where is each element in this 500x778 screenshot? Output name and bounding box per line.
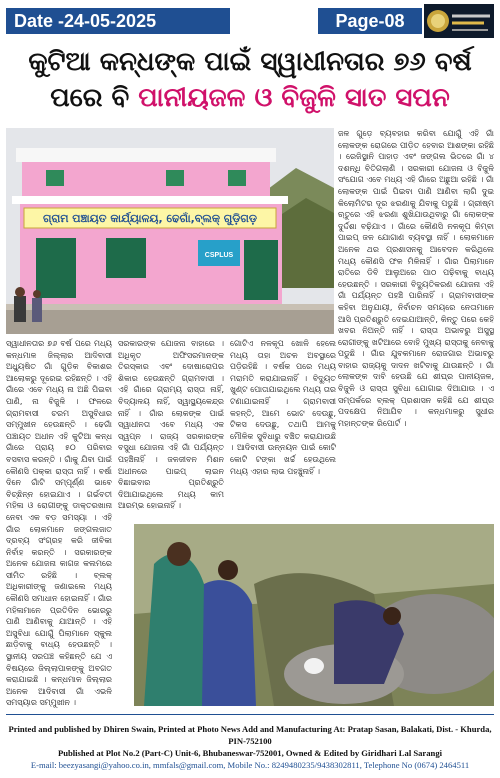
headline-line-2-highlight: ପାନୀୟଜଳ ଓ ବିଜୁଳି ସାତ ସପନ — [138, 83, 450, 113]
headline — [10, 44, 490, 116]
csp-sign-text: CSPLUS — [204, 252, 234, 259]
article-right-column: ଜଳ ଗୁଡ଼େ ବ୍ୟବହାର କରିବା ଯୋଗୁଁ ଏହି ଗାଁ ଲୋକଙ୍କ ରୋଗରେ ପୀଡ଼ିତ ହେବାର ଆଶଙ୍କା ରହିଛି । ରେଜିସ୍ଥାନି ପାହାଡ଼ ଏବଂ ଜଙ୍ଗଲ ଭିତରେ ଗାଁ ୪ ଦଶନ୍ଧି ବିତିଗଲାଣି । ସରକାରୀ ଯୋଜନା ଓ ବିଜୁଳି ସଂଯୋଗ ଏବେ ମଧ୍ୟ ଏହି ଗାଁରେ ଅଛୁଆ ରହିଛି । ଗାଁ ଲୋକଙ୍କ ପାଇଁ ପିଇବା ପାଣି ଆଣିବା ଲାଗି ଦୁଇ କିଲୋମିଟର ଦୂର ଝରଣାକୁ ଯିବାକୁ ପଡୁଛି । ଗ୍ରୀଷ୍ମ ଋତୁରେ ଏହି ଝରଣା ଶୁଖିଯାଉଥିବାରୁ ଗାଁ ଲୋକଙ୍କ ଦୁର୍ଦ୍ଦଶା ବଢ଼ିଯାଏ । ଗାଁରେ କୌଣସି ନଳକୂପ କିମ୍ବା ପାଇପ୍ ଜଳ ଯୋଗାଣ ବ୍ୟବସ୍ଥା ନାହିଁ । ଲୋକମାନେ ଅନେକ ଥର ପ୍ରଶାସନକୁ ଆବେଦନ କରିଥିଲେ ମଧ୍ୟ କୌଣସି ଫଳ ମିଳିନାହିଁ । ଗାଁର ପିଲାମାନେ ରାତିରେ ଡିବି ଆଲୁଅରେ ପାଠ ପଢ଼ିବାକୁ ବାଧ୍ୟ ହେଉଛନ୍ତି । ସରକାରୀ ବିଦ୍ୟୁତିକରଣ ଯୋଜନା ଏହି ଗାଁ ପର୍ଯ୍ୟନ୍ତ ପହଞ୍ଚି ପାରିନାହିଁ । ଗ୍ରାମବାସୀଙ୍କ କହିବା ଅନୁଯାୟୀ, ନିର୍ବାଚନ ସମୟରେ ନେତାମାନେ ଆସି ପ୍ରତିଶ୍ରୁତି ଦେଇଯାଆନ୍ତି, କିନ୍ତୁ ପରେ କେହି ଖବର ନିଅନ୍ତି ନାହିଁ । ରାସ୍ତା ଅଭାବରୁ ଅସୁସ୍ଥ ରୋଗୀଙ୍କୁ ଖଟିଆରେ ବୋହି ମୁଖ୍ୟ ରାସ୍ତାକୁ ନେବାକୁ ପଡୁଛି । ଗାଁର ଯୁବକମାନେ ରୋଜଗାର ଅଭାବରୁ ବାହାର ରାଜ୍ୟକୁ ଦାଦନ ଖଟିବାକୁ ଯାଉଛନ୍ତି । ଗାଁ ଲୋକଙ୍କ ଦାବି ହେଉଛି ଯେ ଶୀଘ୍ର ପାନୀୟଜଳ, ବିଜୁଳି ଓ ରାସ୍ତା ସୁବିଧା ଯୋଗାଇ ଦିଆଯାଉ । ଏ ସମ୍ପର୍କରେ ବ୍ଲକ୍ ପ୍ରଶାସନ କହିଛି ଯେ ଶୀଘ୍ର ପଦକ୍ଷେପ ନିଆଯିବ । କନ୍ଧମାଳରୁ ସୁଧୀର ମହାନ୍ତଙ୍କ ରିପୋର୍ଟ । — [338, 129, 494, 428]
newspaper-page — [6, 4, 494, 774]
page-number-banner: Page-08 — [318, 8, 422, 34]
imprint-line-2: Published at Plot No.2 (Part-C) Unit-6, Bhubaneswar-752001, Owned & Edited by Giridhari Lal Sarangi — [57, 748, 443, 758]
headline-line-2 — [10, 80, 490, 116]
panchayat-office-illustration — [6, 128, 334, 334]
panchayat-office-photo — [6, 128, 334, 334]
article-column-2: ସରକାରଙ୍କ ଯୋଜନା ବାହାରେ । ଅଧିକୃତ ଅଫିସରମାନଙ୍କ ତିରସ୍କାର ଏବଂ ଦୋଷାରୋପର ଶିକାର ହେଉଛନ୍ତି ଗ୍ରାମବାସୀ । ଏହି ଗାଁରେ ଗ୍ରାମ୍ୟ ରାସ୍ତା ନାହିଁ, ବିଦ୍ୟାଳୟ ନାହିଁ, ସ୍ୱାସ୍ଥ୍ୟକେନ୍ଦ୍ର ନାହିଁ । ଗାଁର ଲୋକଙ୍କ ପାଇଁ ସ୍ୱାଧୀନତା ଏବେ ମଧ୍ୟ ଏକ ସ୍ୱପ୍ନ । ରାଜ୍ୟ ସରକାରଙ୍କ ବସୁଧା ଯୋଜନା ଏହି ଗାଁ ପର୍ଯ୍ୟନ୍ତ ପହଞ୍ଚିନାହିଁ । ଜଳଜୀବନ ମିଶନ ଅଧୀନରେ ପାଇପ୍ ଲାଇନ ବିଛାଇବାର ପ୍ରତିଶ୍ରୁତି ଦିଆଯାଇଥିଲେ ମଧ୍ୟ କାମ ଆରମ୍ଭ ହୋଇନାହିଁ । — [118, 339, 224, 511]
newspaper-logo — [424, 4, 494, 38]
logo-emblem-icon — [424, 4, 494, 38]
imprint-footer — [6, 714, 494, 770]
office-signboard-text: ଗ୍ରାମ ପଞ୍ଚାୟତ କାର୍ଯ୍ୟାଳୟ, ଢେଗାଁ,ବ୍ଲକ୍ ଗୁଡ଼ିଗଡ଼ — [43, 212, 257, 225]
headline-line-2-plain: ପରେ ବି — [50, 83, 139, 113]
headline-line-1: କୁଟିଆ କନ୍ଧଙ୍କ ପାଇଁ ସ୍ୱାଧୀନତାର ୭୬ ବର୍ଷ — [28, 47, 472, 77]
women-fetching-water-photo — [134, 524, 494, 706]
article-column-1: ସ୍ୱାଧୀନତାର ୭୬ ବର୍ଷ ପରେ ମଧ୍ୟ କନ୍ଧମାଳ ଜିଲ୍ଲାର ଆଦିବାସୀ ଅଧ୍ୟୁଷିତ ଗାଁ ଗୁଡ଼ିକ ବିକାଶର ଆଲୋକରୁ ଦୂରେଇ ରହିଛନ୍ତି । ଏହି ଗାଁରେ ଏବେ ମଧ୍ୟ ନା ଅଛି ପିଇବା ପାଣି, ନା ବିଜୁଳି । ଫଳରେ ଗ୍ରାମବାସୀ ଚରମ ଅସୁବିଧାର ସମ୍ମୁଖୀନ ହେଉଛନ୍ତି । ଢେଗାଁ ପଞ୍ଚାୟତ ଅଧୀନ ଏହି କୁଟିଆ କନ୍ଧ ଗାଁରେ ପ୍ରାୟ ୫୦ ପରିବାର ବସବାସ କରନ୍ତି । ଗାଁକୁ ଯିବା ପାଇଁ କୌଣସି ପକ୍କା ରାସ୍ତା ନାହିଁ । ବର୍ଷା ଦିନେ ଗାଁଟି ସମ୍ପୂର୍ଣ୍ଣ ଭାବେ ବିଚ୍ଛିନ୍ନ ହୋଇଯାଏ । ଗର୍ଭବତୀ ମହିଳା ଓ ରୋଗୀଙ୍କୁ ଡାକ୍ତରଖାନା ନେବା ଏକ ବଡ଼ ସମସ୍ୟା । ଏହି ଗାଁର ଲୋକମାନେ ଜଙ୍ଗଲଜାତ ଦ୍ରବ୍ୟ ସଂଗ୍ରହ କରି ଜୀବିକା ନିର୍ବାହ କରନ୍ତି । ସରକାରଙ୍କ ଅନେକ ଯୋଜନା କାଗଜ କଲମରେ ସୀମିତ ରହିଛି । ବ୍ଲକ୍ ଅଧିକାରୀଙ୍କୁ ଜଣାଇଲେ ମଧ୍ୟ କୌଣସି ସମାଧାନ ହୋଇନାହିଁ । ଗାଁର ମହିଳାମାନେ ପ୍ରତିଦିନ ଭୋରରୁ ପାଣି ଆଣିବାକୁ ଯାଆନ୍ତି । ଏହି ଅସୁବିଧା ଯୋଗୁଁ ପିଲାମାନେ ସ୍କୁଲ ଛାଡ଼ିବାକୁ ବାଧ୍ୟ ହେଉଛନ୍ତି । ସ୍ଥାନୀୟ ସରପଞ୍ଚ କହିଛନ୍ତି ଯେ ଏ ବିଷୟରେ ଜିଲ୍ଲାପାଳଙ୍କୁ ଅବଗତ କରାଯାଇଛି । କନ୍ଧମାଳ ଜିଲ୍ଲାର ଅନେକ ଆଦିବାସୀ ଗାଁ ଏଭଳି ସମସ୍ୟାର ସମ୍ମୁଖୀନ । — [6, 339, 112, 708]
article-column-3: ଗୋଟିଏ ନଳକୂପ ଖୋଳି ହେଲେ ମଧ୍ୟ ତାହା ଅଚଳ ଅବସ୍ଥାରେ ପଡ଼ିରହିଛି । ବର୍ଷକ ପରେ ମଧ୍ୟ ମରାମତି କରାଯାଇନାହିଁ । ବିଦ୍ୟୁତ ଖୁଣ୍ଟ ପୋତାଯାଇଥିଲେ ମଧ୍ୟ ତାର ଟଣାଯାଇନାହିଁ । ଗ୍ରାମବାସୀ କହନ୍ତି, ଆମେ ଭୋଟ ଦେଉଛୁ, ଟିକସ ଦେଉଛୁ, ତଥାପି ଆମକୁ ମୌଳିକ ସୁବିଧାରୁ ବଞ୍ଚିତ କରାଯାଉଛି । ଆଦିବାସୀ ଉନ୍ନୟନ ପାଇଁ କୋଟି କୋଟି ଟଙ୍କା ଖର୍ଚ୍ଚ ହେଉଥିଲେ ମଧ୍ୟ ଏହାର ଲାଭ ପହଞ୍ଚୁନାହିଁ । — [230, 339, 336, 476]
water-fetching-illustration — [134, 524, 494, 706]
page-header — [6, 4, 494, 38]
imprint-line-1: Printed and published by Dhiren Swain, Printed at Photo News Add and Manufacturing At: Pratap Sasan, Balakati, Dist. - Khurda, PIN-752100 — [8, 724, 492, 746]
imprint-contact-line: E-mail: beezyasangi@yahoo.co.in, mmfals@gmail.com, Mobile No.: 8249480235/9438302811, Telephone No (0674) 2464511 — [30, 760, 470, 770]
date-banner: Date -24-05-2025 — [6, 8, 230, 34]
